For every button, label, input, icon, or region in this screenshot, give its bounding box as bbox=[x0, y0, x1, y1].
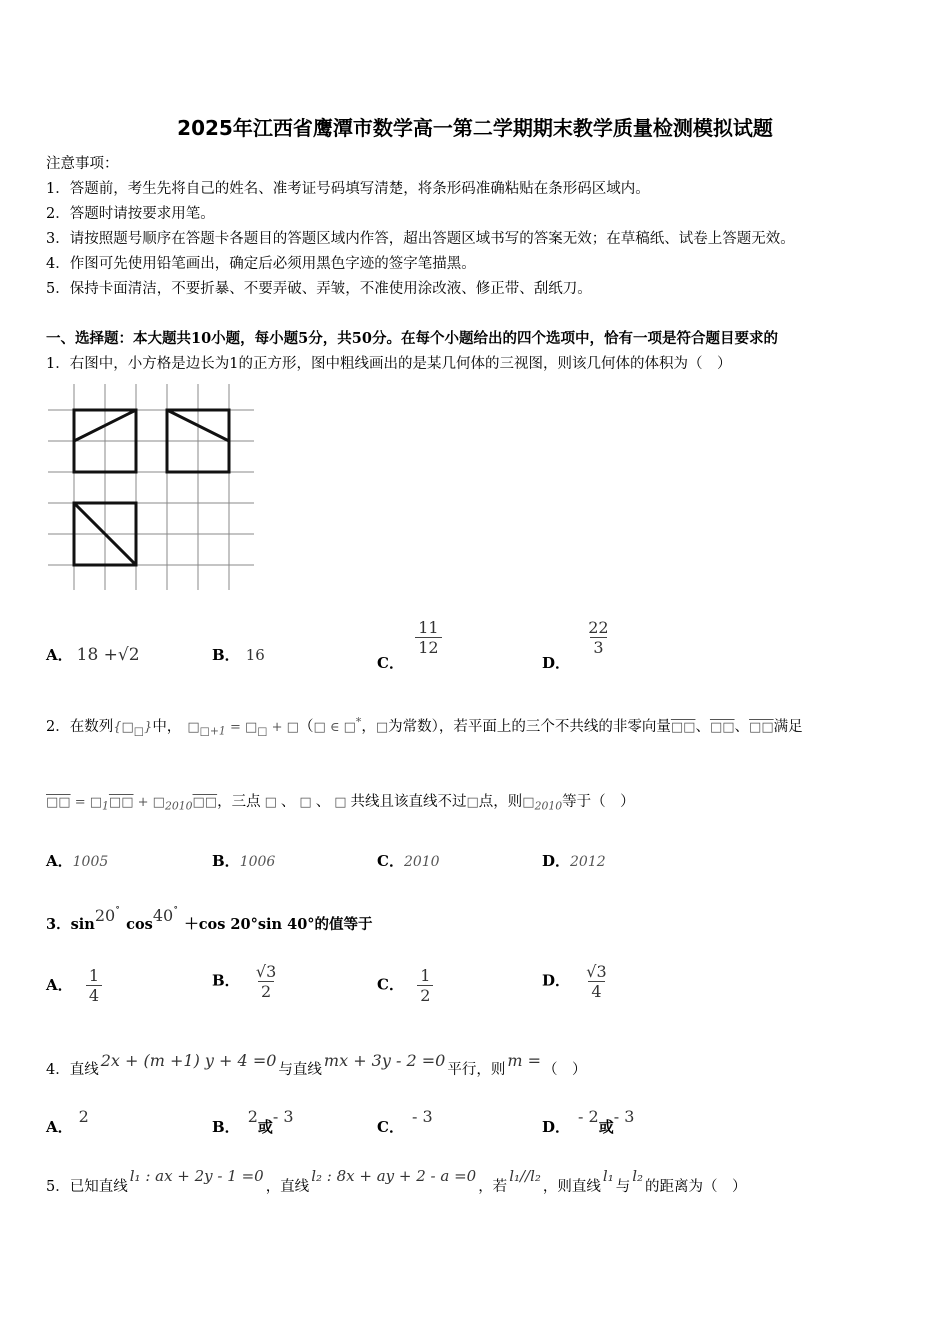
question-1-stem: 1．右图中，小方格是边长为1的正方形，图中粗线画出的是某几何体的三视图，则该几何体的体积为（ ） bbox=[46, 356, 732, 372]
question-2-line-2: □□ = $□_1□□$ + $□_{2010}□□$，三点 □ 、 □ 、 □ 共线且该直线不过□点，则$□_{2010}$等于（ ） bbox=[46, 794, 635, 813]
note-item: 1．答题前，考生先将自己的姓名、准考证号码填写清楚，将条形码准确粘贴在条形码区域内。 bbox=[46, 181, 650, 197]
question-4-stem: 4．直线 2x + (m +1) y + 4 =0 与直线 mx + 3y - 2 =0 平行，则 m = （ ） bbox=[46, 1051, 587, 1078]
option-b[interactable]: B． $\frac{√3}{2}$ bbox=[212, 962, 277, 1001]
option-b[interactable]: B．1006 bbox=[212, 852, 276, 870]
notes-heading: 注意事项： bbox=[46, 156, 119, 172]
option-b[interactable]: B．2或- 3 bbox=[212, 1107, 294, 1136]
option-c[interactable]: C．- 3 bbox=[377, 1107, 433, 1136]
option-a[interactable]: A．1005 bbox=[46, 852, 109, 870]
line-l1-equation: l₁ : ax + 2y - 1 =0 bbox=[129, 1167, 264, 1185]
note-item: 2．答题时请按要求用笔。 bbox=[46, 206, 215, 222]
option-c[interactable]: C．2010 bbox=[377, 852, 440, 870]
question-5-stem: 5．已知直线l₁ : ax + 2y - 1 =0，直线l₂ : 8x + ay + 2 - a =0，若l₁//l₂，则直线l₁与l₂的距离为（ ） bbox=[46, 1167, 747, 1195]
note-item: 5．保持卡面清洁，不要折暴、不要弄破、弄皱，不准使用涂改液、修正带、刮纸刀。 bbox=[46, 281, 592, 297]
option-d[interactable]: D．2012 bbox=[542, 852, 606, 870]
option-c[interactable]: C． $\frac{11}{12}$ bbox=[377, 618, 442, 657]
note-item: 4．作图可先使用铅笔画出，确定后必须用黑色字迹的签字笔描黑。 bbox=[46, 256, 476, 272]
option-d[interactable]: D．- 2或- 3 bbox=[542, 1107, 635, 1136]
page-title: 2025年江西省鹰潭市数学高一第二学期期末教学质量检测模拟试题 bbox=[177, 116, 773, 140]
question-2-line-1: 2．在数列$\{□_□\}$中， $□_{□+1}$ = $□_□$ + □（□ ∈ □*，□为常数），若平面上的三个不共线的非零向量□□、□□、□□满足 bbox=[46, 715, 803, 738]
question-3-stem: 3．sin20˚cos40˚＋cos 20°sin 40°的值等于 bbox=[46, 906, 373, 933]
grid-lines bbox=[48, 384, 254, 590]
note-item: 3．请按照题号顺序在答题卡各题目的答题区域内作答，超出答题区域书写的答案无效；在草稿纸、试卷上答题无效。 bbox=[46, 231, 795, 247]
option-a[interactable]: A． 18 +√2 bbox=[46, 645, 140, 665]
line-l2-equation: l₂ : 8x + ay + 2 - a =0 bbox=[311, 1167, 477, 1185]
option-d[interactable]: D． $\frac{22}{3}$ bbox=[542, 618, 609, 672]
option-c[interactable]: C． $\frac{1}{2}$ bbox=[377, 966, 433, 1005]
option-d[interactable]: D． $\frac{√3}{4}$ bbox=[542, 962, 607, 1001]
option-a[interactable]: A． $\frac{1}{4}$ bbox=[46, 966, 102, 1005]
recurrence-formula: $□_{□+1}$ = $□_□$ + □ bbox=[187, 720, 299, 738]
three-view-figure bbox=[48, 384, 258, 594]
option-b[interactable]: B． 16 bbox=[212, 646, 265, 664]
line-equation-2: mx + 3y - 2 =0 bbox=[323, 1051, 446, 1070]
vector-equation: □□ = $□_1□□$ + $□_{2010}□□$ bbox=[46, 795, 218, 813]
line-equation-1: 2x + (m +1) y + 4 =0 bbox=[100, 1051, 277, 1070]
option-a[interactable]: A．2 bbox=[46, 1107, 89, 1136]
section-heading: 一、选择题：本大题共10小题，每小题5分，共50分。在每个小题给出的四个选项中，恰有一项是符合题目要求的 bbox=[46, 330, 778, 347]
